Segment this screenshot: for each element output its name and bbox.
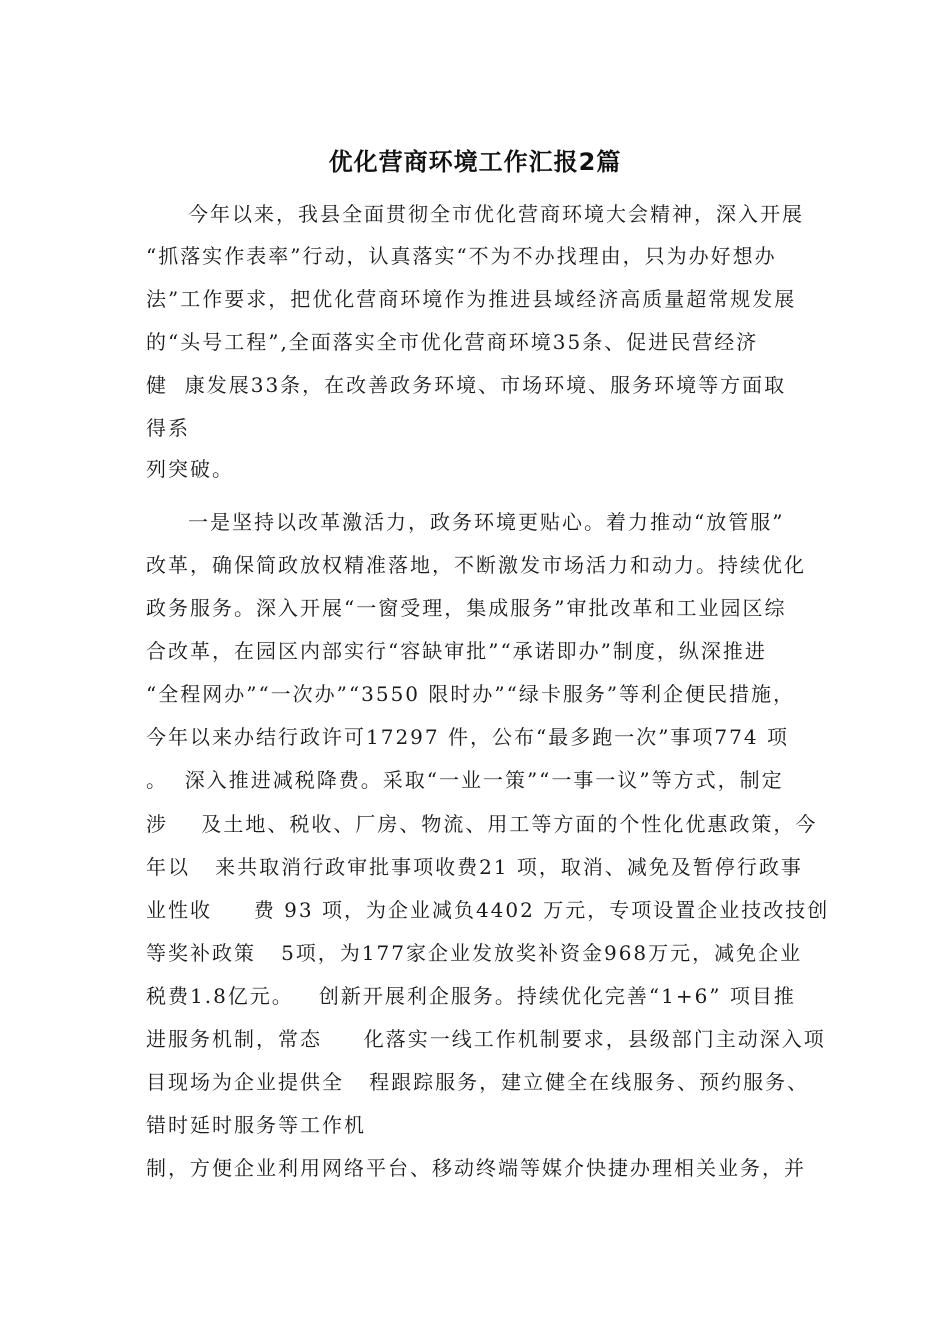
paragraph-1-line-2: “抓落实作表率”行动，认真落实“不为不办找理由，只为办好想办 [146,244,777,268]
paragraph-1-line-7: 列突破。 [146,457,234,481]
paragraph-2-line-4: 合改革，在园区内部实行“容缺审批”“承诺即办”制度，纵深推进 [146,639,767,663]
paragraph-1-line-6: 得系 [146,416,190,440]
paragraph-2-line-12: 税费1.8亿元。 创新开展利企服务。持续优化完善“1+6” 项目推 [146,984,796,1008]
document-title: 优化营商环境工作汇报2篇 [328,148,622,176]
paragraph-2-line-6: 今年以来办结行政许可17297 件，公布“最多跑一次”事项774 项 [146,725,789,749]
paragraph-2-line-16: 制，方便企业利用网络平台、移动终端等媒介快捷办理相关业务，并 [146,1156,806,1180]
paragraph-2-line-3: 政务服务。深入开展“一窗受理，集成服务”审批改革和工业园区综 [146,596,787,620]
paragraph-2-line-14: 目现场为企业提供全 程跟踪服务，建立健全在线服务、预约服务、 [146,1070,810,1094]
paragraph-2-line-13: 进服务机制，常态 化落实一线工作机制要求，县级部门主动深入项 [146,1027,826,1051]
paragraph-2-line-10: 业性收 费 93 项，为企业减负4402 万元，专项设置企业技改技创 [146,898,830,922]
paragraph-1-line-4: 的“头号工程”,全面落实全市优化营商环境35条、促进民营经济 [146,330,759,354]
paragraph-1-line-3: 法”工作要求，把优化营商环境作为推进县域经济高质量超常规发展 [146,287,797,311]
paragraph-2-line-2: 改革，确保简政放权精准落地，不断激发市场活力和动力。持续优化 [146,553,806,577]
paragraph-2-line-7: 。 深入推进减税降费。采取“一业一策”“一事一议”等方式，制定 [146,768,784,792]
paragraph-1-line-5: 健 康发展33条，在改善政务环境、市场环境、服务环境等方面取 [146,373,787,397]
paragraph-2-line-8: 涉 及土地、税收、厂房、物流、用工等方面的个性化优惠政策，今 [146,812,818,836]
paragraph-2-line-5: “全程网办”“一次办”“3550 限时办”“绿卡服务”等利企便民措施， [146,682,796,706]
paragraph-2-line-15: 错时延时服务等工作机 [146,1113,366,1137]
paragraph-1-line-1: 今年以来，我县全面贯彻全市优化营商环境大会精神，深入开展 [188,202,804,226]
paragraph-2-line-9: 年以 来共取消行政审批事项收费21 项，取消、减免及暂停行政事 [146,855,803,879]
paragraph-2-line-1: 一是坚持以改革激活力，政务环境更贴心。着力推动“放管服” [188,510,785,534]
paragraph-2-line-11: 等奖补政策 5项，为177家企业发放奖补资金968万元，减免企业 [146,941,803,965]
